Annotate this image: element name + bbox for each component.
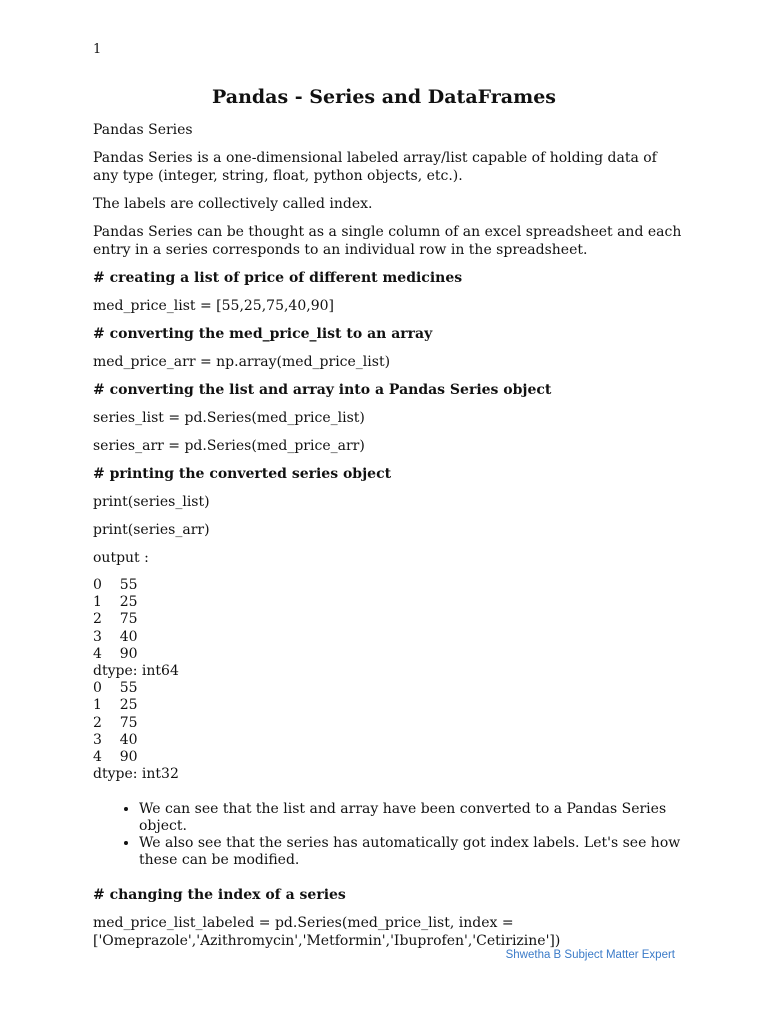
- output-line: 3 40: [93, 628, 138, 645]
- footer-author: Shwetha B Subject Matter Expert: [505, 949, 675, 961]
- code-comment: # printing the converted series object: [93, 466, 392, 482]
- output-line: 0 55: [93, 577, 138, 593]
- code-comment: # converting the med_price_list to an array: [93, 326, 433, 342]
- paragraph: Pandas Series is a one-dimensional labeled array/list capable of holding data of any type (integer, string, float, python objects, etc.).: [93, 150, 657, 184]
- code-line: series_list = pd.Series(med_price_list): [93, 410, 365, 426]
- code-comment: # changing the index of a series: [93, 887, 346, 904]
- output-line: 0 55: [93, 680, 138, 697]
- code-line: print(series_arr): [93, 522, 210, 538]
- section-heading: Pandas Series: [93, 122, 193, 138]
- code-line: med_price_list = [55,25,75,40,90]: [93, 298, 334, 314]
- page-title: Pandas - Series and DataFrames: [211, 86, 556, 108]
- code-line: print(series_list): [93, 494, 210, 510]
- code-line: med_price_arr = np.array(med_price_list): [93, 354, 391, 370]
- bullet-list: [93, 801, 683, 869]
- page-number: 1: [93, 42, 102, 57]
- output-line: 2 75: [93, 714, 138, 731]
- output-line: dtype: int32: [93, 766, 179, 783]
- code-line: med_price_list_labeled = pd.Series(med_price_list, index = ['Omeprazole','Azithromycin','Metformin','Ibuprofen','Cetirizine']): [93, 915, 561, 950]
- output-label: output :: [93, 550, 149, 566]
- code-comment: # converting the list and array into a Pandas Series object: [93, 382, 552, 398]
- output-line: 3 40: [93, 731, 138, 748]
- code-line: series_arr = pd.Series(med_price_arr): [93, 438, 365, 454]
- code-comment: # creating a list of price of different medicines: [93, 270, 463, 286]
- output-line: 1 25: [93, 594, 138, 611]
- paragraph: Pandas Series can be thought as a single column of an excel spreadsheet and each entry in a series corresponds to an individual row in the spreadsheet.: [93, 224, 682, 258]
- list-item: • We also see that the series has automatically got index labels. Let's see how these can be modified.: [139, 835, 683, 869]
- list-item: • We can see that the list and array have been converted to a Pandas Series object.: [139, 801, 683, 835]
- paragraph: The labels are collectively called index.: [93, 196, 373, 212]
- output-line: dtype: int64: [93, 663, 179, 680]
- output-line: 2 75: [93, 611, 138, 628]
- output-line: 4 90: [93, 645, 138, 662]
- output-line: 1 25: [93, 697, 138, 714]
- output-line: 4 90: [93, 749, 138, 766]
- code-output-block: [93, 577, 683, 783]
- document-body: [93, 121, 683, 960]
